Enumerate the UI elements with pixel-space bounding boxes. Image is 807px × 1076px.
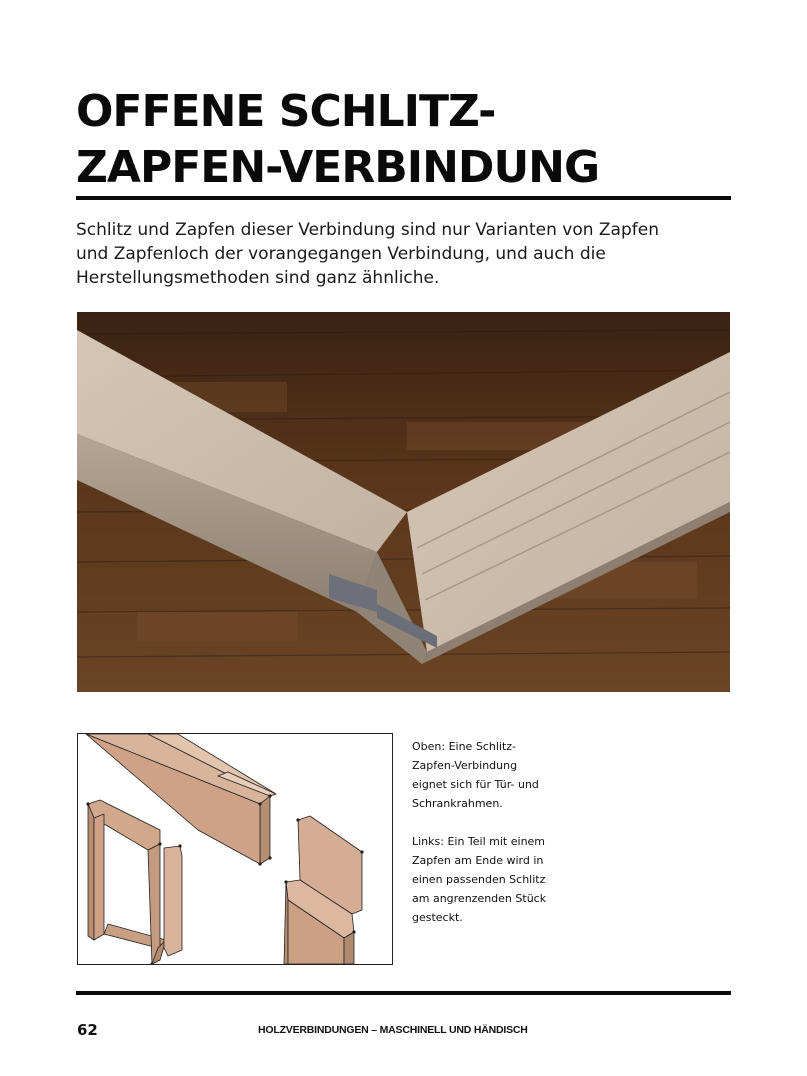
intro-line-3: Herstellungsmethoden sind ganz ähnliche. (76, 268, 440, 288)
caption-top-line-1: Oben: Eine Schlitz- (412, 740, 516, 753)
caption-top-line-2: Zapfen-Verbindung (412, 759, 518, 772)
figure-captions (412, 737, 582, 946)
page-number: 62 (77, 1021, 98, 1039)
caption-top (412, 737, 582, 813)
joint-photo (77, 312, 730, 692)
joint-photo-illustration (77, 312, 730, 692)
running-footer-title: HOLZVERBINDUNGEN – MASCHINELL UND HÄNDISCH (258, 1024, 528, 1036)
caption-left-line-5: gesteckt. (412, 911, 463, 924)
intro-line-2: und Zapfenloch der vorangegangen Verbindung, und auch die (76, 244, 606, 264)
caption-left-line-3: einen passenden Schlitz (412, 873, 546, 886)
caption-left-line-1: Links: Ein Teil mit einem (412, 835, 546, 848)
intro-line-1: Schlitz und Zapfen dieser Verbindung sind nur Varianten von Zapfen (76, 220, 659, 240)
joint-diagram-illustration (78, 734, 392, 964)
page-title (76, 84, 736, 196)
caption-top-line-3: eignet sich für Tür- und (412, 778, 539, 791)
title-line-1: OFFENE SCHLITZ- (76, 86, 496, 137)
caption-left (412, 832, 582, 927)
joint-diagram (77, 733, 393, 965)
intro-paragraph (76, 218, 736, 290)
header-divider (76, 196, 731, 200)
caption-top-line-4: Schrankrahmen. (412, 797, 503, 810)
footer-divider (76, 991, 731, 995)
caption-left-line-2: Zapfen am Ende wird in (412, 854, 544, 867)
title-line-2: ZAPFEN-VERBINDUNG (76, 142, 600, 193)
caption-left-line-4: am angrenzenden Stück (412, 892, 547, 905)
